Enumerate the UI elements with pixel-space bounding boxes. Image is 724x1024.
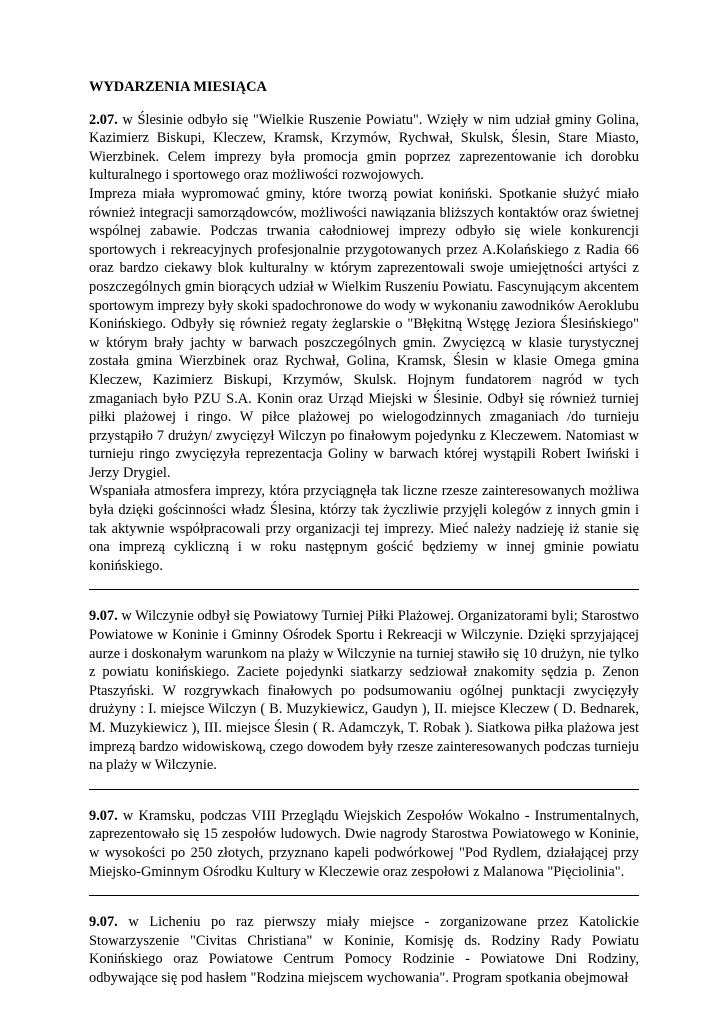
event-date: 9.07.: [89, 807, 118, 824]
event-date: 9.07.: [89, 914, 118, 931]
section-divider: [89, 589, 639, 590]
event-text: w Licheniu po raz pierwszy miały miejsce - zorganizowane przez Katolickie Stowarzyszenie "Civitas Christiana" w Koninie, Komisję ds. Rodziny Rady Powiatu Konińskiego oraz Powiatowe Centrum Pomocy Rodzinie - Powiatowe Dni Rodziny, odbywające się pod hasłem "Rodzina miejscem wychowania". Program spotkania obejmował: [89, 914, 639, 986]
document-title: WYDARZENIA MIESIĄCA: [89, 79, 267, 95]
event-paragraph: Wspaniała atmosfera imprezy, która przyciągnęła tak liczne rzesze zainteresowanych możliwa była dzięki gościnności władz Ślesina, którzy tak życzliwie przyjęli kolegów z innych gmin i tak aktywnie współpracowali przy organizacji tej imprezy. Mieć należy nadzieję iż stanie się ona imprezą cykliczną i w roku następnym gościć będziemy w innej gminie powiatu konińskiego.: [89, 483, 639, 574]
event-entry: [89, 807, 639, 881]
event-entry: [89, 111, 639, 576]
event-date: 2.07.: [89, 111, 118, 128]
event-paragraph: [89, 807, 639, 881]
event-date: 9.07.: [89, 608, 118, 625]
event-paragraph: [89, 913, 639, 987]
section-divider: [89, 895, 639, 896]
event-text: w Wilczynie odbył się Powiatowy Turniej Piłki Plażowej. Organizatorami byli; Starostwo Powiatowe w Koninie i Gminny Ośrodek Sportu i Rekreacji w Wilczynie. Dzięki sprzyjającej aurze i doskonałym warunkom na plaży w Wilczynie na turniej stawiło się 10 drużyn, nie tylko z powiatu konińskiego. Zaciete pojedynki siatkarzy sedziował znakomity sędzia p. Zenon Ptaszyński. W rozgrywkach finałowych po podsumowaniu ogólnej punktacji zwycięzyły drużyny : I. miejsce Wilczyn ( B. Muzykiewicz, Gaudyn ), II. miejsce Kleczew ( D. Bednarek, M. Muzykiewicz ), III. miejsce Ślesin ( R. Adamczyk, T. Robak ). Siatkowa piłka plażowa jest imprezą bardzo widowiskową, czego dowodem były rzesze zainteresowanych podczas turnieju na plaży w Wilczynie.: [89, 608, 639, 774]
event-paragraph: Impreza miała wypromować gminy, które tworzą powiat koniński. Spotkanie służyć miało również integracji samorządowców, możliwości nawiązania bliższych kontaktów oraz świetnej wspólnej zabawie. Podczas trwania całodniowej imprezy odbyło się wiele konkurencji sportowych i rekreacyjnych profesjonalnie przygotowanych przez A.Kolańskiego z Radia 66 oraz bardzo ciekawy blok kulturalny w którym zaprezentowali swoje umiejętności artyści z poszczególnych gmin biorących udział w Wielkim Ruszeniu Powiatu. Fascynującym akcentem sportowym imprezy były skoki spadochronowe do wody w wykonaniu zawodników Aeroklubu Konińskiego. Odbyły się również regaty żeglarskie o "Błękitną Wstęgę Jeziora Ślesińskiego" w którym brały jachty w barwach poszczególnych gmin. Zwycięzcą w klasie turystycznej została gmina Wierzbinek oraz Rychwał, Golina, Kramsk, Ślesin w klasie Omega gmina Kleczew, Kazimierz Biskupi, Krzymów, Skulsk. Hojnym fundatorem nagród w tych zmaganiach było PZU S.A. Konin oraz Urząd Miejski w Ślesinie. Odbył się również turniej piłki plażowej i ringo. W piłce plażowej po wielogodzinnych zmaganiach /do turnieju przystąpiło 7 drużyn/ zwycięzył Wilczyn po finałowym pojedynku z Kleczewem. Natomiast w turnieju ringo zwycięzyła reprezentacja Goliny w barwach której wystąpili Robert Iwiński i Jerzy Drygiel.: [89, 185, 639, 481]
event-entry: [89, 913, 639, 987]
event-paragraph: [89, 607, 639, 774]
event-text: w Ślesinie odbyło się "Wielkie Ruszenie Powiatu". Wzięły w nim udział gminy Golina, Kazimierz Biskupi, Kleczew, Kramsk, Krzymów, Rychwał, Skulsk, Ślesin, Stare Miasto, Wierzbinek. Celem imprezy była promocja gmin poprzez zaprezentowanie ich dorobku kulturalnego i sportowego oraz możliwości rozwojowych.: [89, 111, 639, 184]
event-paragraph: [89, 111, 639, 185]
section-divider: [89, 789, 639, 790]
event-entry: [89, 607, 639, 774]
document-page: [89, 78, 639, 988]
event-text: w Kramsku, podczas VIII Przeglądu Wiejskich Zespołów Wokalno - Instrumentalnych, zaprezentowało się 15 zespołów ludowych. Dwie nagrody Starostwa Powiatowego w Koninie, w wysokości po 250 złotych, przyznano kapeli podwórkowej "Pod Rydlem, działającej przy Miejsko-Gminnym Ośrodku Kultury w Kleczewie oraz zespołowi z Malanowa "Pięciolinia".: [89, 807, 639, 880]
